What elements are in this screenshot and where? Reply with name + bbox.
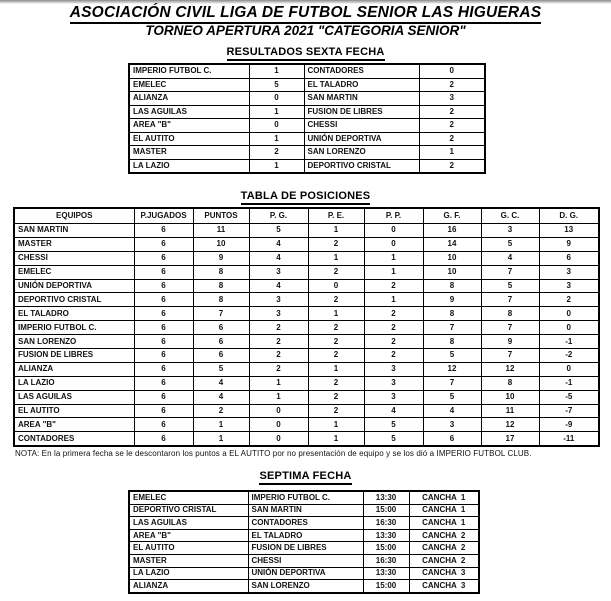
cell-home: LAS AGUILAS [129, 105, 249, 119]
table-row [129, 132, 485, 146]
cell-pts: 6 [193, 349, 249, 363]
cell-away: CHESSI [304, 119, 419, 133]
cell-pg: 0 [249, 404, 308, 418]
cell-dg: 2 [539, 293, 599, 307]
table-row [14, 321, 599, 335]
cell-pg: 1 [249, 376, 308, 390]
cell-pts: 6 [193, 335, 249, 349]
cell-team: MASTER [14, 237, 134, 251]
cell-dg: 13 [539, 224, 599, 238]
cell-cancha: CANCHA 1 [409, 491, 479, 504]
cell-gc: 7 [481, 293, 539, 307]
cell-pe: 1 [308, 418, 364, 432]
cell-gf: 4 [423, 404, 481, 418]
column-header-gf: G. F. [423, 208, 481, 224]
cell-home: EMELEC [129, 78, 249, 92]
cell-time: 16:30 [363, 554, 409, 567]
cell-gc: 7 [481, 349, 539, 363]
cell-away: EL TALADRO [304, 78, 419, 92]
cell-gc: 3 [481, 224, 539, 238]
column-header-pjugados: P.JUGADOS [134, 208, 193, 224]
cell-gc: 9 [481, 335, 539, 349]
cell-gf: 5 [423, 390, 481, 404]
table-row [129, 92, 485, 106]
table-row [129, 159, 485, 173]
cell-pp: 0 [364, 237, 423, 251]
cell-dg: 3 [539, 265, 599, 279]
cell-time: 15:00 [363, 580, 409, 593]
column-header-dg: D. G. [539, 208, 599, 224]
cell-pg: 0 [249, 418, 308, 432]
cell-team: DEPORTIVO CRISTAL [14, 293, 134, 307]
cell-gf: 12 [423, 362, 481, 376]
standings-header-row [14, 208, 599, 224]
cell-home: EL AUTITO [129, 542, 248, 555]
cell-gf: 9 [423, 293, 481, 307]
cell-gc: 7 [481, 321, 539, 335]
cell-pg: 4 [249, 237, 308, 251]
cell-gf: 16 [423, 224, 481, 238]
cell-team: FUSION DE LIBRES [14, 349, 134, 363]
cell-pp: 3 [364, 362, 423, 376]
cell-gc: 5 [481, 237, 539, 251]
cell-gf: 10 [423, 251, 481, 265]
cell-away: SAN LORENZO [304, 146, 419, 160]
column-header-gc: G. C. [481, 208, 539, 224]
cell-pp: 2 [364, 321, 423, 335]
table-row [14, 279, 599, 293]
cell-pts: 4 [193, 390, 249, 404]
cell-home_score: 5 [249, 78, 304, 92]
cell-pe: 1 [308, 307, 364, 321]
cell-team: UNIÓN DEPORTIVA [14, 279, 134, 293]
cell-pj: 6 [134, 307, 193, 321]
cell-pp: 3 [364, 390, 423, 404]
cell-pg: 4 [249, 251, 308, 265]
cell-away_score: 2 [419, 78, 485, 92]
cell-home: MASTER [129, 146, 249, 160]
cell-pj: 6 [134, 349, 193, 363]
cell-away: DEPORTIVO CRISTAL [304, 159, 419, 173]
cell-pts: 11 [193, 224, 249, 238]
cell-pj: 6 [134, 376, 193, 390]
cell-team: SAN LORENZO [14, 335, 134, 349]
cell-pg: 3 [249, 307, 308, 321]
table-row [14, 404, 599, 418]
table-row [129, 554, 479, 567]
cell-team: EL AUTITO [14, 404, 134, 418]
cell-home: LA LAZIO [129, 159, 249, 173]
page-subtitle: TORNEO APERTURA 2021 "CATEGORIA SENIOR" [145, 23, 466, 38]
cell-pe: 2 [308, 404, 364, 418]
table-row [129, 491, 479, 504]
cell-pe: 1 [308, 224, 364, 238]
column-header-pp: P. P. [364, 208, 423, 224]
cell-gf: 3 [423, 418, 481, 432]
table-row [14, 376, 599, 390]
table-row [129, 542, 479, 555]
table-row [14, 251, 599, 265]
cell-pe: 1 [308, 362, 364, 376]
cell-pts: 2 [193, 404, 249, 418]
cell-home_score: 2 [249, 146, 304, 160]
cell-away: CONTADORES [304, 64, 419, 78]
table-row [14, 224, 599, 238]
cell-pe: 2 [308, 265, 364, 279]
cell-home_score: 1 [249, 105, 304, 119]
cell-pp: 2 [364, 307, 423, 321]
cell-away: CONTADORES [248, 517, 363, 530]
cell-away_score: 1 [419, 146, 485, 160]
table-row [14, 390, 599, 404]
cell-pts: 6 [193, 321, 249, 335]
standings-section-heading: TABLA DE POSICIONES [0, 190, 611, 202]
cell-cancha: CANCHA 1 [409, 517, 479, 530]
cell-pj: 6 [134, 390, 193, 404]
cell-pp: 3 [364, 376, 423, 390]
table-row [129, 580, 479, 593]
cell-gf: 7 [423, 321, 481, 335]
cell-cancha: CANCHA 2 [409, 542, 479, 555]
cell-cancha: CANCHA 2 [409, 554, 479, 567]
cell-home_score: 0 [249, 119, 304, 133]
cell-pe: 2 [308, 376, 364, 390]
cell-pg: 1 [249, 390, 308, 404]
results-section-heading: RESULTADOS SEXTA FECHA [0, 46, 611, 58]
cell-dg: 0 [539, 362, 599, 376]
column-header-puntos: PUNTOS [193, 208, 249, 224]
cell-gc: 8 [481, 307, 539, 321]
table-row [129, 119, 485, 133]
column-header-pe: P. E. [308, 208, 364, 224]
table-row [14, 237, 599, 251]
cell-gf: 10 [423, 265, 481, 279]
cell-pe: 2 [308, 321, 364, 335]
cell-pj: 6 [134, 362, 193, 376]
table-row [129, 78, 485, 92]
cell-dg: -1 [539, 376, 599, 390]
cell-pe: 2 [308, 237, 364, 251]
cell-pts: 5 [193, 362, 249, 376]
cell-pe: 2 [308, 349, 364, 363]
cell-away_score: 2 [419, 132, 485, 146]
cell-home_score: 1 [249, 64, 304, 78]
cell-cancha: CANCHA 1 [409, 504, 479, 517]
cell-pe: 1 [308, 251, 364, 265]
cell-pp: 2 [364, 335, 423, 349]
table-row [14, 362, 599, 376]
cell-pts: 4 [193, 376, 249, 390]
cell-team: LAS AGUILAS [14, 390, 134, 404]
cell-home_score: 1 [249, 132, 304, 146]
cell-home: ALIANZA [129, 92, 249, 106]
cell-gf: 6 [423, 432, 481, 446]
table-row [14, 265, 599, 279]
cell-away: EL TALADRO [248, 529, 363, 542]
table-row [129, 146, 485, 160]
cell-pj: 6 [134, 279, 193, 293]
cell-away: SAN MARTIN [304, 92, 419, 106]
table-row [14, 349, 599, 363]
cell-away: SAN MARTIN [248, 504, 363, 517]
cell-away: UNIÓN DEPORTIVA [248, 567, 363, 580]
cell-team: AREA "B" [14, 418, 134, 432]
cell-pj: 6 [134, 321, 193, 335]
cell-pj: 6 [134, 293, 193, 307]
cell-team: LA LAZIO [14, 376, 134, 390]
cell-away: SAN LORENZO [248, 580, 363, 593]
cell-home: ALIANZA [129, 580, 248, 593]
cell-gf: 7 [423, 376, 481, 390]
cell-pg: 4 [249, 279, 308, 293]
table-row [129, 504, 479, 517]
cell-time: 13:30 [363, 567, 409, 580]
cell-pts: 1 [193, 432, 249, 446]
cell-pe: 2 [308, 390, 364, 404]
fixtures-section-heading: SEPTIMA FECHA [0, 470, 611, 482]
cell-pj: 6 [134, 418, 193, 432]
cell-away_score: 2 [419, 159, 485, 173]
cell-home: IMPERIO FUTBOL C. [129, 64, 249, 78]
cell-gf: 8 [423, 335, 481, 349]
cell-pj: 6 [134, 335, 193, 349]
cell-home: AREA "B" [129, 119, 249, 133]
cell-cancha: CANCHA 2 [409, 529, 479, 542]
cell-pp: 1 [364, 251, 423, 265]
cell-pp: 5 [364, 432, 423, 446]
cell-pp: 2 [364, 279, 423, 293]
cell-team: EMELEC [14, 265, 134, 279]
cell-away_score: 2 [419, 105, 485, 119]
table-row [129, 64, 485, 78]
cell-away: UNIÓN DEPORTIVA [304, 132, 419, 146]
cell-dg: -1 [539, 335, 599, 349]
cell-gc: 5 [481, 279, 539, 293]
cell-cancha: CANCHA 3 [409, 580, 479, 593]
cell-dg: -11 [539, 432, 599, 446]
standings-table [13, 207, 600, 447]
cell-team: ALIANZA [14, 362, 134, 376]
cell-home_score: 1 [249, 159, 304, 173]
table-row [14, 432, 599, 446]
fixtures-table [128, 490, 480, 594]
cell-team: CONTADORES [14, 432, 134, 446]
cell-gf: 8 [423, 279, 481, 293]
cell-away_score: 3 [419, 92, 485, 106]
table-row [14, 293, 599, 307]
cell-away: FUSION DE LIBRES [248, 542, 363, 555]
cell-pj: 6 [134, 404, 193, 418]
cell-pts: 10 [193, 237, 249, 251]
cell-dg: -5 [539, 390, 599, 404]
cell-pp: 0 [364, 224, 423, 238]
cell-dg: -9 [539, 418, 599, 432]
cell-gf: 5 [423, 349, 481, 363]
cell-gc: 11 [481, 404, 539, 418]
cell-time: 15:00 [363, 504, 409, 517]
table-row [14, 307, 599, 321]
cell-cancha: CANCHA 3 [409, 567, 479, 580]
cell-home: EL AUTITO [129, 132, 249, 146]
cell-dg: 6 [539, 251, 599, 265]
cell-pg: 2 [249, 335, 308, 349]
table-row [129, 567, 479, 580]
cell-dg: 3 [539, 279, 599, 293]
cell-gc: 12 [481, 362, 539, 376]
results-table [128, 63, 486, 174]
cell-home: AREA "B" [129, 529, 248, 542]
cell-pg: 3 [249, 265, 308, 279]
cell-gf: 8 [423, 307, 481, 321]
cell-away_score: 0 [419, 64, 485, 78]
table-row [14, 418, 599, 432]
cell-pts: 1 [193, 418, 249, 432]
table-row [14, 335, 599, 349]
cell-pg: 5 [249, 224, 308, 238]
cell-pp: 2 [364, 349, 423, 363]
cell-dg: 0 [539, 321, 599, 335]
cell-pj: 6 [134, 251, 193, 265]
cell-gc: 4 [481, 251, 539, 265]
cell-pts: 7 [193, 307, 249, 321]
cell-pts: 8 [193, 293, 249, 307]
cell-away: FUSION DE LIBRES [304, 105, 419, 119]
cell-pp: 1 [364, 293, 423, 307]
cell-away: CHESSI [248, 554, 363, 567]
cell-pp: 5 [364, 418, 423, 432]
cell-home: DEPORTIVO CRISTAL [129, 504, 248, 517]
cell-gc: 8 [481, 376, 539, 390]
cell-away_score: 2 [419, 119, 485, 133]
table-row [129, 517, 479, 530]
cell-home: EMELEC [129, 491, 248, 504]
cell-pts: 9 [193, 251, 249, 265]
cell-gc: 17 [481, 432, 539, 446]
cell-gc: 12 [481, 418, 539, 432]
cell-gc: 10 [481, 390, 539, 404]
column-header-equipos: EQUIPOS [14, 208, 134, 224]
cell-pg: 2 [249, 349, 308, 363]
footnote: NOTA: En la primera fecha se le descontaron los puntos a EL AUTITO por no presentación de equipo y se los dió a IMPERIO FUTBOL CLUB. [15, 449, 532, 458]
table-row [129, 105, 485, 119]
cell-home: LAS AGUILAS [129, 517, 248, 530]
cell-pj: 6 [134, 237, 193, 251]
cell-dg: -2 [539, 349, 599, 363]
cell-dg: 0 [539, 307, 599, 321]
cell-pe: 0 [308, 279, 364, 293]
cell-dg: -7 [539, 404, 599, 418]
cell-pg: 0 [249, 432, 308, 446]
cell-time: 13:30 [363, 491, 409, 504]
cell-team: CHESSI [14, 251, 134, 265]
cell-time: 15:00 [363, 542, 409, 555]
cell-pj: 6 [134, 265, 193, 279]
cell-pts: 8 [193, 265, 249, 279]
cell-team: IMPERIO FUTBOL C. [14, 321, 134, 335]
cell-pe: 2 [308, 335, 364, 349]
cell-pts: 8 [193, 279, 249, 293]
cell-time: 16:30 [363, 517, 409, 530]
cell-time: 13:30 [363, 529, 409, 542]
cell-gc: 7 [481, 265, 539, 279]
cell-team: EL TALADRO [14, 307, 134, 321]
cell-home: MASTER [129, 554, 248, 567]
cell-home_score: 0 [249, 92, 304, 106]
cell-pp: 1 [364, 265, 423, 279]
cell-team: SAN MARTIN [14, 224, 134, 238]
table-row [129, 529, 479, 542]
page-title: ASOCIACIÓN CIVIL LIGA DE FUTBOL SENIOR LAS HIGUERAS [0, 4, 611, 22]
cell-away: IMPERIO FUTBOL C. [248, 491, 363, 504]
cell-pe: 2 [308, 293, 364, 307]
cell-pg: 2 [249, 362, 308, 376]
cell-home: LA LAZIO [129, 567, 248, 580]
cell-dg: 9 [539, 237, 599, 251]
cell-pj: 6 [134, 224, 193, 238]
column-header-pg: P. G. [249, 208, 308, 224]
cell-pg: 2 [249, 321, 308, 335]
cell-pj: 6 [134, 432, 193, 446]
cell-pg: 3 [249, 293, 308, 307]
cell-pe: 1 [308, 432, 364, 446]
cell-pp: 4 [364, 404, 423, 418]
cell-gf: 14 [423, 237, 481, 251]
